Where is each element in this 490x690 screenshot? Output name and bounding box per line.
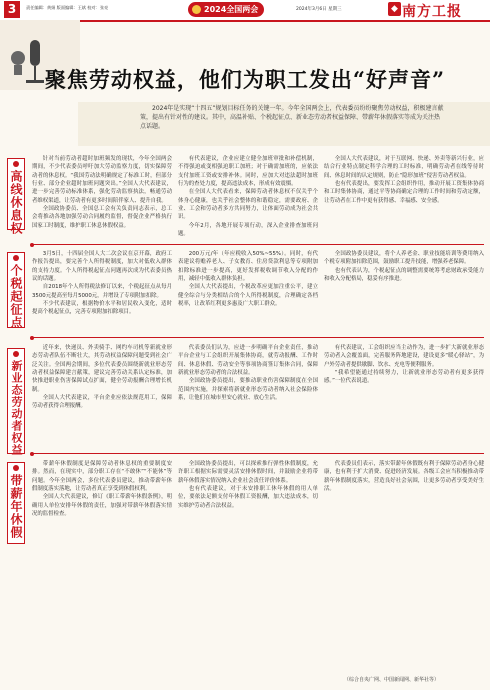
- section-2-col-1: [32, 250, 172, 334]
- paragraph: 全国人大代表建议，对于互联网、快递、外卖等新兴行业，应结合行业特点制定科学合理的工时标准，明确劳动者在线等待时间、休息时间的认定规则，防止“隐形加班”侵害劳动者权益。: [324, 156, 484, 179]
- section-4-col-1: [32, 460, 172, 682]
- section-label-text: 新业态劳动者权益: [10, 360, 23, 456]
- brand-logo-icon: ◆: [388, 2, 401, 16]
- paragraph: 今年2月，各地开展专项行动，深入企业排查加班问题。: [178, 222, 318, 238]
- section-divider: [32, 453, 484, 454]
- section-label-text: 带薪年休假: [9, 474, 23, 539]
- section-label-text: 个税起征点: [9, 264, 23, 329]
- paragraph: 全国政协委员提出，要推动职业伤害保障制度在全国范围内实施，并探索将新就业形态劳动者纳入社会保险体系，让他们在城市里安心就业、放心生活。: [178, 378, 318, 402]
- paragraph: 有代表建议，工会组织应当主动作为，进一步扩大新就业形态劳动者入会覆盖面，完善服务阵地建设，建设更多“暖心驿站”，为户外劳动者提供歇脚、饮水、充电等便利服务。: [324, 345, 484, 368]
- section-label-leave: [7, 462, 25, 544]
- section-3-col-1: [32, 344, 172, 442]
- section-divider: [32, 337, 484, 338]
- bullet-icon: [13, 161, 19, 167]
- page-number: 3: [4, 1, 20, 18]
- section-banner-label: 2024全国两会: [204, 5, 259, 14]
- section-1-col-1: [32, 155, 172, 241]
- paragraph: “我希望能通过持续努力，让新就业形态劳动者有更多获得感。”一位代表说道。: [324, 370, 484, 385]
- section-label-tax: [7, 252, 25, 328]
- section-4-col-2: [178, 460, 318, 682]
- section-3-col-2: [178, 344, 318, 442]
- paragraph: 带薪年休假制度是保障劳动者休息权的重要制度安排。然而，在现实中，部分职工存在“不敢休”“不能休”等问题。今年全国两会，多位代表委员建议，推动带薪年休假制度落实落地，让劳动者真正享受到休假权利。: [32, 461, 172, 493]
- section-2-col-3: [324, 250, 484, 334]
- bullet-icon: [13, 465, 19, 471]
- paragraph: 也有代表认为，个税起征点的调整需要统筹考虑财政承受能力和收入分配格局，稳妥有序推进。: [324, 267, 484, 283]
- paragraph: 也有代表建议，对于未安排职工休年休假的用人单位，要依法足额支付年休假工资报酬，加大违法成本，切实维护劳动者合法权益。: [178, 486, 318, 509]
- paragraph: 近年来，快递员、外卖骑手、网约车司机等新就业形态劳动者队伍不断壮大，其劳动权益保障问题受到社会广泛关注。全国两会期间，多位代表委员围绕新就业形态劳动者权益保障建言献策，建议完善劳动关系认定标准，加快推进职业伤害保障试点扩面，健全劳动报酬合理增长机制。: [32, 345, 172, 393]
- section-banner: [188, 2, 264, 17]
- paragraph: 全国人大代表建议，平台企业应依法规范用工，保障劳动者获得合理报酬。: [32, 395, 172, 410]
- editor-line: 责任编辑：黄娟 版面编辑：王斌 校对：张亮: [26, 5, 109, 10]
- paragraph: 也有代表提出，要发挥工会组织作用，推动开展工资集体协商和工时集体协商，通过平等协商确定合理的工作时间和劳动定额，让劳动者在工作中更有获得感、幸福感、安全感。: [324, 181, 484, 204]
- paragraph: 200万元/年（年应税收入50%~55%）。同时，有代表建议将赡养老人、子女教育、住房贷款利息等专项附加扣除标准进一步提高，更好发挥税收调节收入分配的作用，减轻中低收入群体负担。: [178, 251, 318, 283]
- section-label-newforms: [7, 348, 25, 454]
- paragraph: 代表委员们表示，落实带薪年休假既有利于保障劳动者身心健康，也有利于扩大消费、促进经济发展。各级工会应当积极推动带薪年休假制度落实，营造良好社会氛围，让更多劳动者享受美好生活。: [324, 461, 484, 493]
- section-2-col-2: [178, 250, 318, 334]
- paragraph: 自2018年个人所得税法修订以来，个税起征点从每月3500元提高至每月5000元，并增设了专项附加扣除。: [32, 284, 172, 299]
- paragraph: 全国人大代表建议，修订《职工带薪年休假条例》，明确用人单位安排年休假的责任，加强对带薪年休假落实情况的监督检查。: [32, 494, 172, 518]
- divider-dot: [30, 243, 34, 247]
- paragraph: 全国政协委员建议，将个人养老金、职业技能培训等费用纳入个税专项附加扣除范围，鼓励职工提升技能，增强养老保障。: [324, 251, 484, 266]
- section-1-col-2: [178, 155, 318, 241]
- paragraph: 3月5日，十四届全国人大二次会议在京开幕，政府工作报告提出，要完善个人所得税制度，加大对低收入群体的支持力度。个人所得税起征点问题再次成为代表委员热议的话题。: [32, 251, 172, 283]
- lead-paragraph: 2024年是实现“十四五”规划目标任务的关键一年。今年全国两会上，代表委员纷纷聚焦劳动权益，积极建言献策，提出有针对性的建议。其中，高温补贴、个税起征点、新业态劳动者权益保障、带薪年休假落实等成为关注热点话题。: [140, 105, 444, 131]
- paragraph: 在全国人大代表看来，保障劳动者休息权不仅关乎个体身心健康，也关乎社会整体的和谐稳定，需要政府、企业、工会和劳动者多方共同努力，让体面劳动成为社会共识。: [178, 189, 318, 221]
- page-header: [0, 0, 490, 22]
- paragraph: 代表委员们认为，应进一步明确平台企业责任，推动平台企业与工会组织开展集体协商，就劳动报酬、工作时间、休息休假、劳动安全等事项协商签订集体合同，保障新就业形态劳动者的合法权益。: [178, 345, 318, 377]
- source-note: （综合自央广网、中国新闻网、新华社等）: [344, 677, 440, 683]
- section-label-rest: [7, 158, 25, 235]
- section-divider: [32, 244, 484, 245]
- paragraph: 针对当前劳动者超时加班频发的现状，今年全国两会期间，不少代表委员呼吁加大劳动监察力度，切实保障劳动者的休息权。“我国劳动法明确规定了标准工时，但部分行业、部分企业超时加班问题突出。”全国人大代表建议，进一步完善劳动标准体系，强化劳动监察执法，畅通劳动者维权渠道，让劳动者有更多时间陪伴家人、提升自我。: [32, 156, 172, 204]
- paragraph: 不少代表建议，根据物价水平和居民收入变化，适时提高个税起征点，完善专项附加扣除项目。: [32, 301, 172, 316]
- masthead-brand: 南方工报: [402, 4, 462, 20]
- section-4-col-3: [324, 460, 484, 670]
- paragraph: 全国人大代表提出，个税改革应更加注重公平，建立健全综合与分类相结合的个人所得税制度，合理确定各档税率，让改革红利更多惠及广大职工群众。: [178, 284, 318, 308]
- issue-date: 2024年3月6日 星期三: [296, 7, 342, 12]
- bullet-icon: [13, 255, 19, 261]
- paragraph: 全国政协委员提出，可以探索推行弹性休假制度，允许职工根据实际需要灵活安排休假时间，并鼓励企业将带薪年休假落实情况纳入企业社会责任评价体系。: [178, 461, 318, 484]
- divider-dot: [30, 452, 34, 456]
- page-headline: 聚焦劳动权益，他们为职工发出“好声音”: [44, 67, 446, 92]
- paragraph: 有代表建议，企业应建立健全加班审批和补偿机制，不得强迫或变相强迫职工加班；对于确需加班的，应依法支付加班工资或安排补休。同时，应加大对违法超时加班行为的查处力度，提高违法成本，形成有效震慑。: [178, 156, 318, 188]
- section-1-col-3: [324, 155, 484, 241]
- divider-dot: [30, 336, 34, 340]
- emblem-icon: [192, 5, 201, 14]
- section-label-text: 高线休息权: [9, 170, 23, 235]
- paragraph: 全国政协委员、全国总工会有关负责同志表示，总工会将推动各地加强劳动合同履约监督，督促企业严格执行国家工时制度，维护职工休息休假权益。: [32, 206, 172, 229]
- bullet-icon: [13, 351, 19, 357]
- section-3-col-3: [324, 344, 484, 442]
